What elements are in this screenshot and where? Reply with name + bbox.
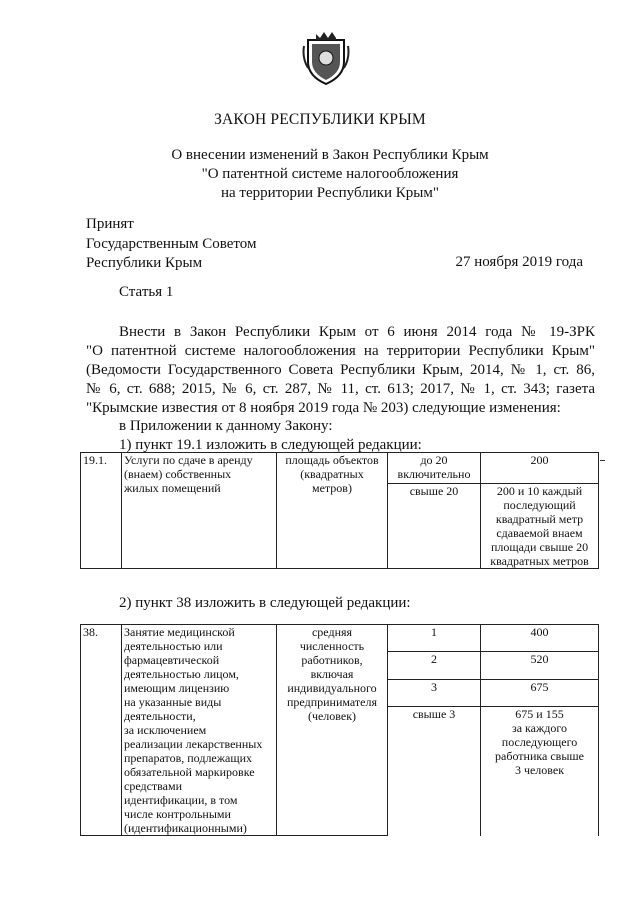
value-cell: 400 <box>481 625 599 652</box>
table-item-19-1 <box>80 452 599 569</box>
activity-cell: Занятие медицинской деятельностью или фармацевтической деятельностью лицом, имеющим лицензию на указанные виды деятельности, за исключением реализации лекарственных препаратов, подлежащих обязательной маркировке средствами идентификации, в том числе контрольными (идентификационными) <box>122 625 277 836</box>
law-title: ЗАКОН РЕСПУБЛИКИ КРЫМ <box>214 111 426 128</box>
item-1-line: 1) пункт 19.1 изложить в следующей редакции: <box>119 437 422 453</box>
value-cell: 675 и 155 за каждого последующего работника свыше 3 человек <box>481 707 599 836</box>
crimea-coat-of-arms-icon <box>302 28 350 86</box>
range-cell: 1 <box>388 625 481 652</box>
activity-cell: Услуги по сдаче в аренду (внаем) собственных жилых помещений <box>122 453 277 569</box>
value-cell: 675 <box>481 679 599 706</box>
article-body: Внести в Закон Республики Крым от 6 июня 2014 года № 19-ЗРК "О патентной системе налогообложения на территории Республики Крым" (Ведомости Государственного Совета Республики Крым, 2014, № 1, ст. 86, № 6, ст. 688; 2015, № 6, ст. 287, № 11, ст. 613; 2017, № 1, ст. 343; газета "Крымские известия от 8 ноября 2019 года № 203) следующие изменения: <box>86 324 595 416</box>
table-item-38 <box>80 624 599 836</box>
table-row <box>81 625 599 652</box>
range-cell: 3 <box>388 679 481 706</box>
indicator-cell: площадь объектов (квадратных метров) <box>277 453 388 569</box>
range-cell: свыше 20 <box>388 484 481 569</box>
item-number: 19.1. <box>81 453 122 569</box>
margin-mark <box>600 460 605 461</box>
range-cell: 2 <box>388 652 481 679</box>
indicator-cell: средняя численность работников, включая индивидуального предпринимателя (человек) <box>277 625 388 836</box>
value-cell: 520 <box>481 652 599 679</box>
item-number: 38. <box>81 625 122 836</box>
adoption-date: 27 ноября 2019 года <box>455 254 583 270</box>
item-2-line: 2) пункт 38 изложить в следующей редакции: <box>119 595 411 611</box>
value-cell: 200 <box>481 453 599 484</box>
appendix-line: в Приложении к данному Закону: <box>119 418 333 434</box>
article-heading: Статья 1 <box>119 284 174 300</box>
table-row <box>81 453 599 484</box>
range-cell: свыше 3 <box>388 707 481 836</box>
adoption-block: Принят Государственным Советом Республики Крым <box>86 216 257 271</box>
value-cell: 200 и 10 каждый последующий квадратный метр сдаваемой внаем площади свыше 20 квадратных метров <box>481 484 599 569</box>
range-cell: до 20 включительно <box>388 453 481 484</box>
law-subtitle: О внесении изменений в Закон Республики Крым "О патентной системе налогообложения на территории Республики Крым" <box>171 147 489 201</box>
